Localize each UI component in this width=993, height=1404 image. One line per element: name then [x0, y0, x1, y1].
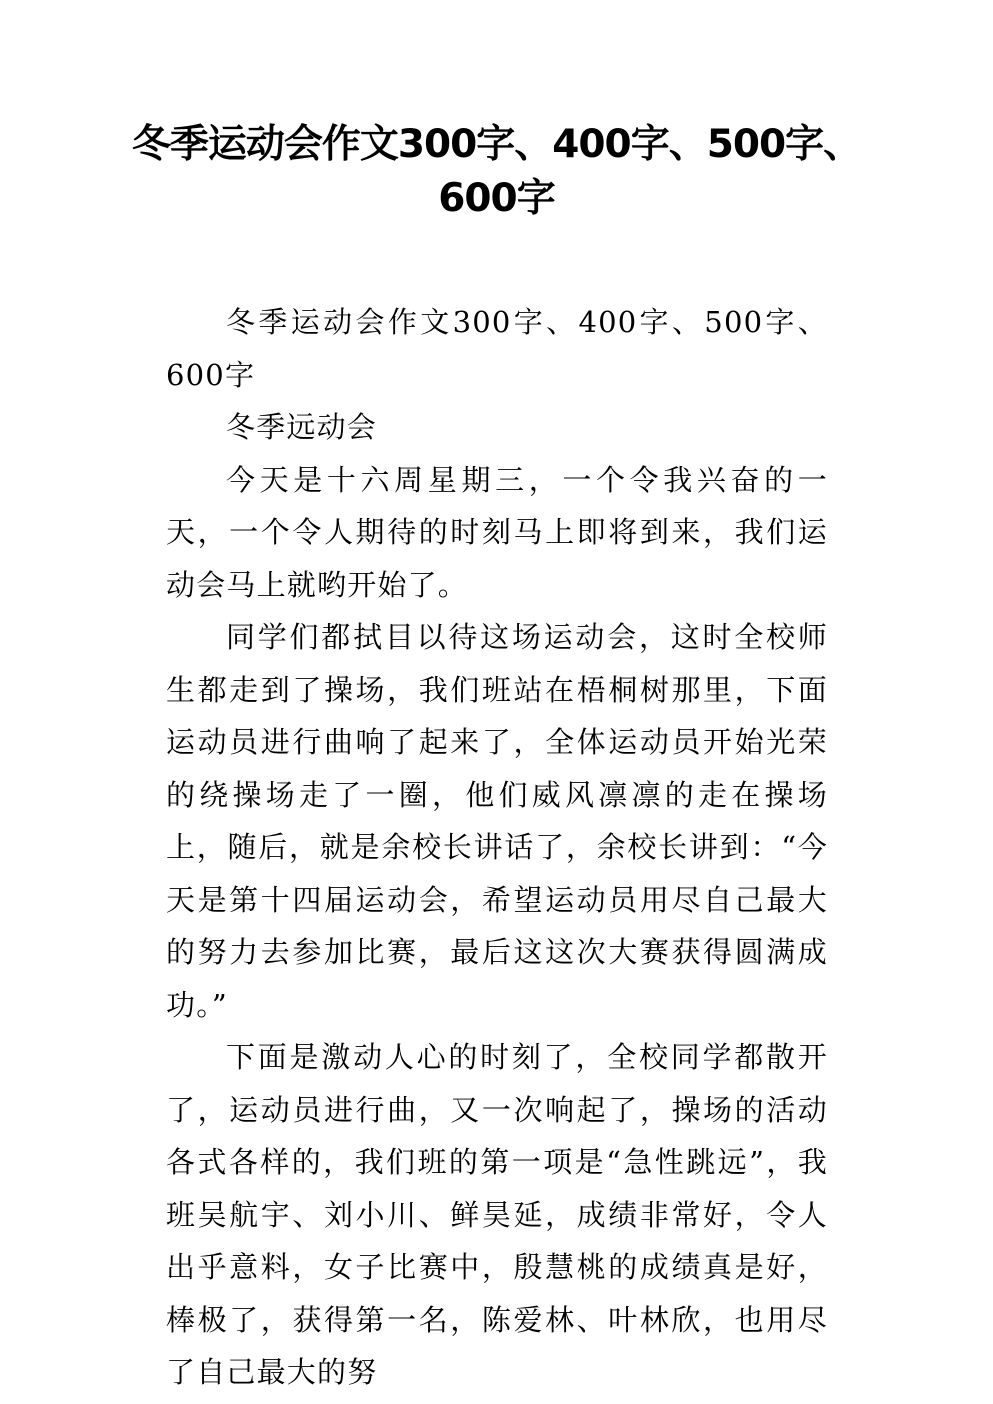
body-paragraph: 同学们都拭目以待这场运动会，这时全校师生都走到了操场，我们班站在梧桐树那里，下面运动员进行曲响了起来了，全体运动员开始光荣的绕操场走了一圈，他们威风凛凛的走在操场上，随后，就是余校长讲话了，余校长讲到：“今天是第十四届运动会，希望运动员用尽自己最大的努力去参加比赛，最后这这次大赛获得圆满成功。” [166, 620, 828, 1022]
document-title: 冬季运动会作文300字、400字、500字、600字 [131, 122, 862, 221]
body-paragraph: 下面是激动人心的时刻了，全校同学都散开了，运动员进行曲，又一次响起了，操场的活动各式各样的，我们班的第一项是“急性跳远”，我班吴航宇、刘小川、鲜昊延，成绩非常好，令人出乎意料，女子比赛中，殷慧桃的成绩真是好，棒极了，获得第一名，陈爱林、叶林欣，也用尽了自己最大的努 [166, 1040, 828, 1389]
body-paragraph: 今天是十六周星期三，一个令我兴奋的一天，一个令人期待的时刻马上即将到来，我们运动会马上就哟开始了。 [166, 462, 828, 602]
section-heading: 冬季远动会 [226, 410, 378, 444]
subtitle-paragraph: 冬季运动会作文300字、400字、500字、600字 [166, 305, 828, 392]
document-body [166, 296, 828, 1399]
